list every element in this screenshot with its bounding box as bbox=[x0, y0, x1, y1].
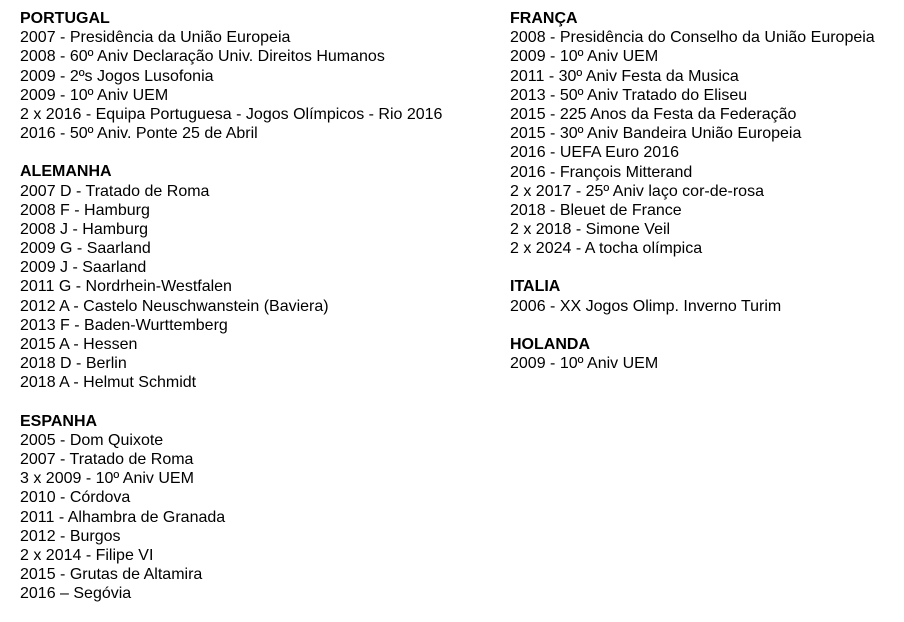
section-espanha bbox=[20, 412, 490, 604]
section-portugal bbox=[20, 9, 490, 143]
list-item: 2009 G - Saarland bbox=[20, 240, 151, 258]
list-item: 2015 - Grutas de Altamira bbox=[20, 566, 203, 584]
left-column bbox=[20, 9, 490, 622]
right-column bbox=[510, 9, 900, 392]
section-alemanha bbox=[20, 162, 490, 392]
list-item: 2015 - 225 Anos da Festa da Federação bbox=[510, 105, 797, 123]
list-item: 2016 - 50º Aniv. Ponte 25 de Abril bbox=[20, 125, 258, 143]
list-item: 2 x 2018 - Simone Veil bbox=[510, 221, 671, 239]
section-title-franca: FRANÇA bbox=[510, 10, 578, 27]
list-item: 2015 A - Hessen bbox=[20, 336, 138, 353]
list-item: 2 x 2024 - A tocha olímpica bbox=[510, 240, 703, 258]
list-item: 2007 - Presidência da União Europeia bbox=[20, 29, 291, 47]
list-item: 2013 F - Baden-Wurttemberg bbox=[20, 316, 228, 334]
section-title-portugal: PORTUGAL bbox=[20, 10, 110, 27]
list-item: 2011 - Alhambra de Granada bbox=[20, 508, 226, 526]
list-item: 2013 - 50º Aniv Tratado do Eliseu bbox=[510, 86, 748, 104]
list-item: 2010 - Córdova bbox=[20, 489, 131, 507]
list-item: 2015 - 30º Aniv Bandeira União Europeia bbox=[510, 125, 802, 143]
section-franca bbox=[510, 9, 900, 258]
list-item: 2006 - XX Jogos Olimp. Inverno Turim bbox=[510, 297, 782, 315]
list-item: 2016 - UEFA Euro 2016 bbox=[510, 144, 679, 162]
list-item: 2 x 2017 - 25º Aniv laço cor-de-rosa bbox=[510, 182, 764, 200]
list-item: 2009 - 10º Aniv UEM bbox=[510, 48, 659, 66]
section-holanda bbox=[510, 335, 900, 373]
list-item: 2009 J - Saarland bbox=[20, 259, 147, 277]
list-item: 2009 - 10º Aniv UEM bbox=[20, 86, 169, 104]
list-item: 2018 A - Helmut Schmidt bbox=[20, 374, 197, 392]
section-title-alemanha: ALEMANHA bbox=[20, 163, 112, 181]
list-item: 2011 - 30º Aniv Festa da Musica bbox=[510, 67, 739, 85]
section-title-espanha: ESPANHA bbox=[20, 412, 98, 430]
list-item: 2009 - 10º Aniv UEM bbox=[510, 355, 659, 372]
list-item: 2018 D - Berlin bbox=[20, 355, 127, 373]
list-item: 3 x 2009 - 10º Aniv UEM bbox=[20, 470, 194, 488]
list-item: 2016 - François Mitterand bbox=[510, 163, 693, 181]
list-item: 2012 - Burgos bbox=[20, 527, 121, 545]
list-item: 2008 J - Hamburg bbox=[20, 220, 149, 238]
list-item: 2 x 2014 - Filipe VI bbox=[20, 546, 154, 564]
list-item: 2007 - Tratado de Roma bbox=[20, 450, 194, 468]
section-title-holanda: HOLANDA bbox=[510, 335, 590, 353]
list-item: 2008 - 60º Aniv Declaração Univ. Direitos Humanos bbox=[20, 48, 385, 66]
section-italia bbox=[510, 277, 900, 315]
list-item: 2012 A - Castelo Neuschwanstein (Baviera) bbox=[20, 297, 329, 315]
list-item: 2008 F - Hamburg bbox=[20, 201, 150, 219]
list-item: 2008 - Presidência do Conselho da União Europeia bbox=[510, 29, 875, 47]
list-item: 2 x 2016 - Equipa Portuguesa - Jogos Olímpicos - Rio 2016 bbox=[20, 105, 443, 123]
list-item: 2005 - Dom Quixote bbox=[20, 431, 164, 449]
list-item: 2018 - Bleuet de France bbox=[510, 201, 682, 219]
list-item: 2009 - 2ºs Jogos Lusofonia bbox=[20, 67, 214, 85]
list-item: 2007 D - Tratado de Roma bbox=[20, 182, 210, 200]
list-item: 2016 – Segóvia bbox=[20, 585, 132, 603]
list-item: 2011 G - Nordrhein-Westfalen bbox=[20, 278, 232, 296]
section-title-italia: ITALIA bbox=[510, 278, 561, 296]
